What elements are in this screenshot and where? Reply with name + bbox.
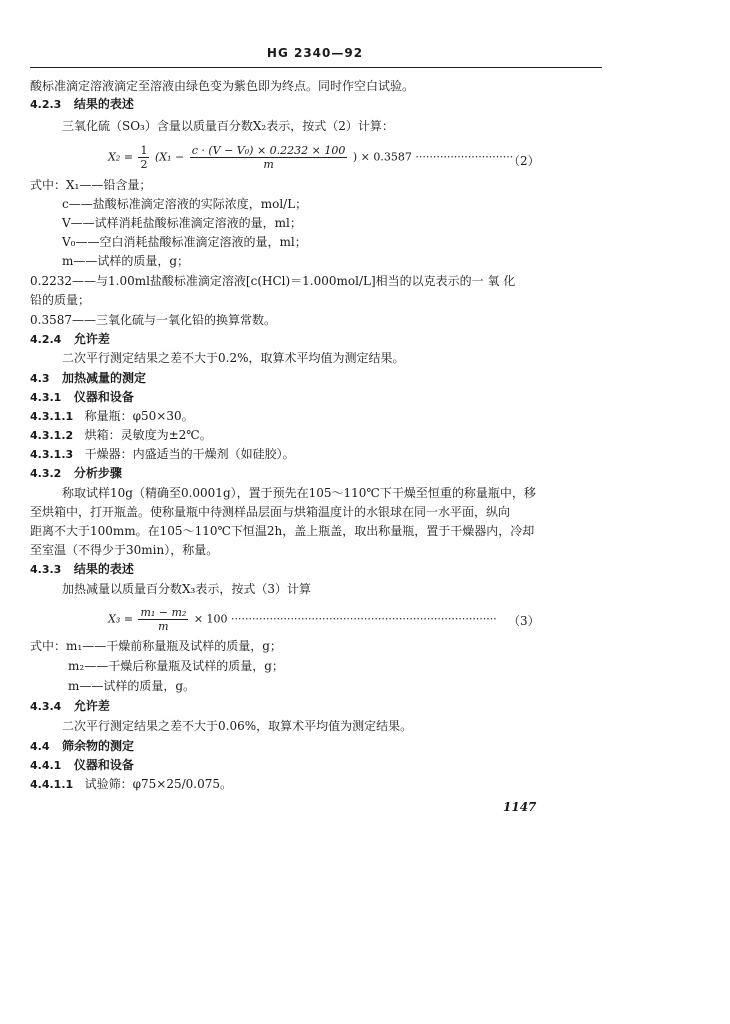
section-number: 4.3 [30,372,50,385]
item-4-3-1-1 [30,407,194,426]
standard-header: HG 2340—92 [266,46,364,60]
item-number: 4.3.1.2 [30,429,74,442]
formula-lhs: X₂ = [108,150,137,164]
section-number: 4.2.4 [30,333,62,346]
paragraph-line: 至室温（不得少于30min），称量。 [30,543,219,557]
header-rule [30,67,602,68]
fraction-main [190,144,348,171]
where-clause: c——盐酸标准滴定溶液的实际浓度，mol/L； [62,197,308,211]
section-heading-4-3-3 [30,560,134,579]
section-heading-4-3 [30,369,146,388]
paragraph-line: 二次平行测定结果之差不大于0.2%，取算术平均值为测定结果。 [62,351,405,365]
section-title: 分析步骤 [73,466,122,480]
formula-tail: ) × 0.3587 ···························· [352,150,514,164]
item-text: 试验筛：φ75×25/0.075。 [84,777,233,791]
paragraph-line: 二次平行测定结果之差不大于0.06%，取算术平均值为测定结果。 [62,719,413,733]
item-number: 4.3.1.1 [30,410,74,423]
section-number: 4.4 [30,740,50,753]
item-text: 称量瓶：φ50×30。 [84,409,194,423]
formula-lhs: X₃ = [108,612,137,626]
where-clause: m₂——干燥后称量瓶及试样的质量，g； [68,659,284,673]
equation-number: （3） [508,614,540,628]
section-heading-4-3-2 [30,464,122,483]
fraction-numerator: c · (V − V₀) × 0.2232 × 100 [191,144,346,157]
section-title: 筛余物的测定 [62,739,135,753]
paragraph-line: 至烘箱中，打开瓶盖。使称量瓶中待测样品层面与烘箱温度计的水银球在同一水平面，纵向 [30,505,511,519]
section-heading-4-4 [30,737,134,756]
where-clause: V₀——空白消耗盐酸标准滴定溶液的量，ml； [62,235,307,249]
formula-3 [108,606,497,633]
section-title: 结果的表述 [73,562,134,576]
formula-2 [108,144,513,171]
where-clause: m——试样的质量，g。 [68,679,196,693]
section-number: 4.3.2 [30,467,62,480]
item-number: 4.3.1.3 [30,448,74,461]
paragraph-line: 距离不大于100mm。在105～110℃下恒温2h，盖上瓶盖，取出称量瓶，置于干燥器内，冷却 [30,524,535,538]
fraction-denominator: m [158,620,169,633]
section-number: 4.2.3 [30,98,62,111]
section-title: 允许差 [73,699,110,713]
fraction-half [138,144,149,171]
formula-tail: × 100 ············································································ [193,612,497,626]
section-number: 4.3.3 [30,563,62,576]
section-title: 加热减量的测定 [62,371,147,385]
paragraph-line: 酸标准滴定溶液滴定至溶液由绿色变为紫色即为终点。同时作空白试验。 [30,79,415,93]
item-number: 4.4.1.1 [30,778,74,791]
section-title: 仪器和设备 [73,758,134,772]
where-clause: m——试样的质量，g； [62,254,190,268]
item-4-3-1-2 [30,426,212,445]
where-clause: V——试样消耗盐酸标准滴定溶液的量，ml； [62,216,302,230]
paragraph-line: 加热减量以质量百分数X₃表示，按式（3）计算 [62,582,311,596]
section-heading-4-3-1 [30,388,134,407]
item-4-3-1-3 [30,445,295,464]
page-number: 1147 [503,800,537,814]
section-number: 4.4.1 [30,759,62,772]
paragraph-line: 称取试样10g（精确至0.0001g），置于预先在105～110℃下干燥至恒重的称量瓶中，移 [62,486,536,500]
section-heading-4-3-4 [30,697,110,716]
item-text: 干燥器：内盛适当的干燥剂（如硅胶）。 [84,447,295,461]
fraction-numerator: 1 [140,144,148,157]
section-heading-4-2-3 [30,95,134,114]
fraction-denominator: 2 [140,158,148,171]
where-clause: 0.3587——三氧化硫与一氧化铅的换算常数。 [30,313,276,327]
where-clause: 式中：X₁——铅含量； [30,178,152,192]
section-number: 4.3.1 [30,391,62,404]
section-title: 仪器和设备 [73,390,134,404]
section-heading-4-2-4 [30,330,110,349]
section-title: 结果的表述 [73,97,134,111]
equation-number: （2） [508,154,540,168]
fraction-numerator: m₁ − m₂ [140,606,187,619]
where-clause: 0.2232——与1.00ml盐酸标准滴定溶液[c(HCl)＝1.000mol/L]相当的以克表示的一 氧 化 [30,274,516,288]
section-heading-4-4-1 [30,756,134,775]
where-clause: 式中：m₁——干燥前称量瓶及试样的质量，g； [30,639,282,653]
formula-open: (X₁ − [154,150,188,164]
section-number: 4.3.4 [30,700,62,713]
item-text: 烘箱：灵敏度为±2℃。 [84,428,212,442]
paragraph-line: 三氧化硫（SO₃）含量以质量百分数X₂表示，按式（2）计算： [62,119,394,133]
section-title: 允许差 [73,332,110,346]
item-4-4-1-1 [30,775,232,794]
fraction-denominator: m [263,158,274,171]
fraction-main [138,606,188,633]
where-clause: 铅的质量； [30,293,91,307]
